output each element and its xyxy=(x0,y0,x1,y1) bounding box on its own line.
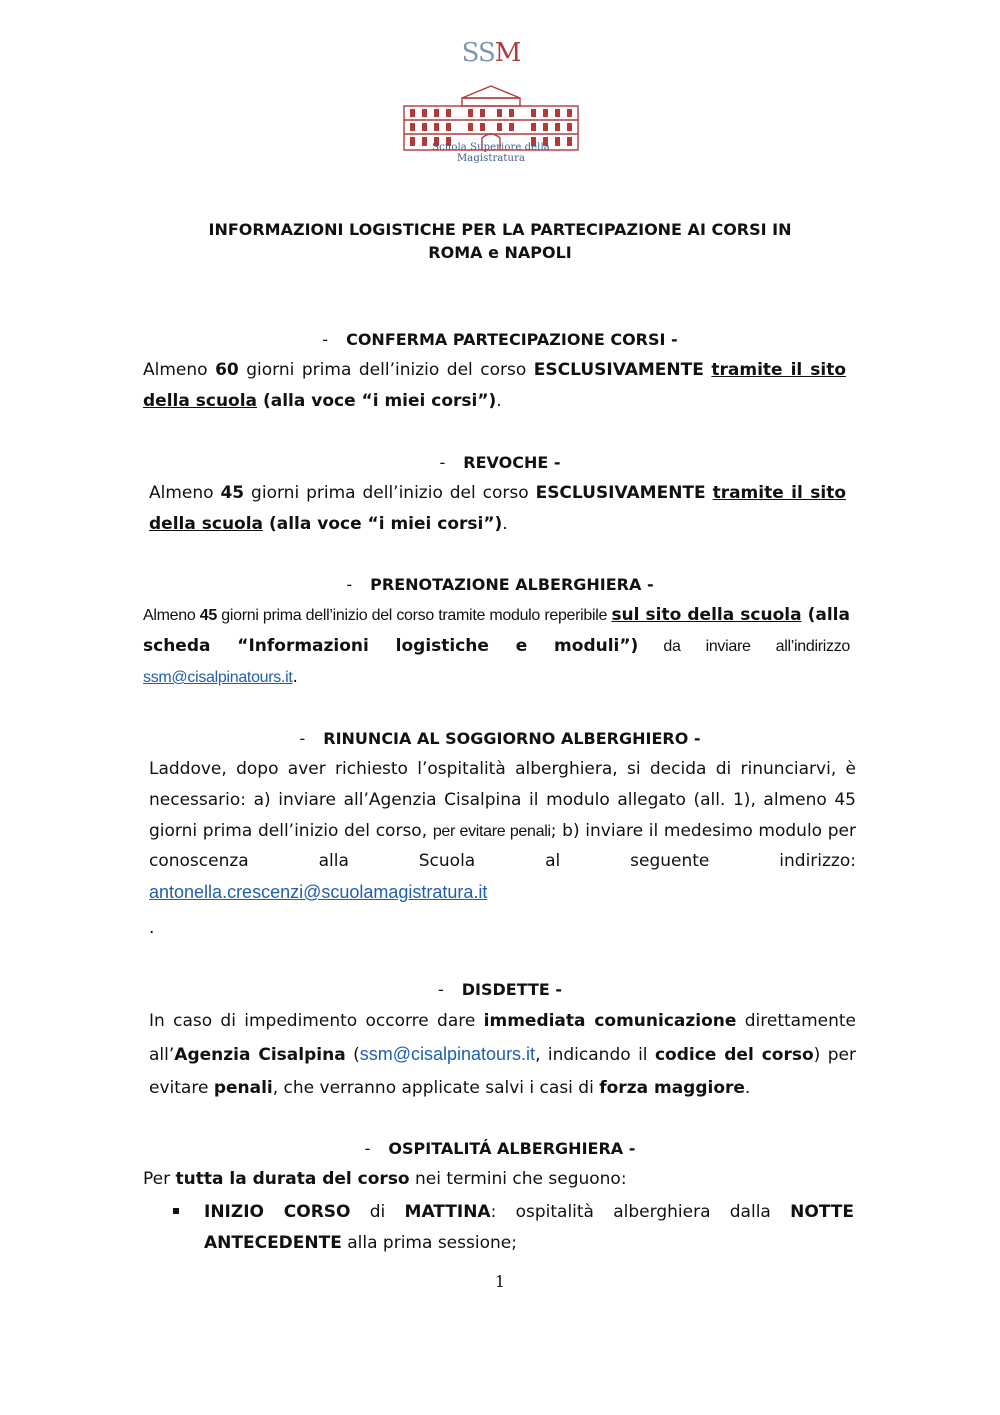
paragraph-prenotazione: Almeno 45 giorni prima dell’inizio del corso tramite modulo reperibile sul sito della scuola (alla scheda “Informazioni logistiche e moduli”) da inviare all’indirizzo ssm@cisalpinatours.it. xyxy=(143,605,850,687)
rinuncia-dot: . xyxy=(149,918,155,938)
paragraph-ospitalita: Per tutta la durata del corso nei termini che seguono: xyxy=(143,1169,627,1189)
email-link-crescenzi[interactable]: antonella.crescenzi@scuolamagistratura.it xyxy=(149,882,488,902)
email-link-disdette[interactable]: ssm@cisalpinatours.it xyxy=(359,1044,536,1064)
paragraph-conferma: Almeno 60 giorni prima dell’inizio del corso ESCLUSIVAMENTE tramite il sito della scuola (alla voce “i miei corsi”). xyxy=(143,360,847,411)
heading-prenotazione: - PRENOTAZIONE ALBERGHIERA - xyxy=(346,575,654,594)
paragraph-revoche: Almeno 45 giorni prima dell’inizio del corso ESCLUSIVAMENTE tramite il sito della scuola (alla voce “i miei corsi”). xyxy=(149,483,847,534)
ssm-logo xyxy=(398,38,584,162)
heading-revoche: - REVOCHE - xyxy=(439,453,561,472)
page-number: 1 xyxy=(494,1272,506,1291)
heading-rinuncia: - RINUNCIA AL SOGGIORNO ALBERGHIERO - xyxy=(299,729,701,748)
logo-caption: Scuola Superiore della Magistratura xyxy=(432,142,550,164)
link-sito-scuola-prenotazione[interactable]: sul sito della scuola xyxy=(611,605,802,625)
paragraph-rinuncia-line4: conoscenza alla Scuola al seguente indirizzo: xyxy=(149,851,856,871)
logo-abbreviation: SSM xyxy=(461,38,521,68)
heading-ospitalita: - OSPITALITÁ ALBERGHIERA - xyxy=(364,1139,636,1158)
bullet-square-icon xyxy=(173,1208,179,1214)
link-sito-scuola-revoche[interactable]: tramite il sito della scuola xyxy=(149,483,847,534)
rinuncia-email-line xyxy=(149,877,856,909)
link-sito-scuola-conferma[interactable]: tramite il sito della scuola xyxy=(143,360,847,411)
email-link-cisalpina[interactable]: ssm@cisalpinatours.it xyxy=(143,669,293,686)
heading-conferma: - CONFERMA PARTECIPAZIONE CORSI - xyxy=(322,330,678,349)
heading-disdette: - DISDETTE - xyxy=(437,980,563,999)
document-page: SSM Scuola Superiore della Magistratura INFORMAZIONI LOGISTICHE PER LA PARTECIPAZIONE AI CORSI IN ROMA e NAPOLI - CONFERMA PARTECIPAZIONE CORSI - Almeno 60 giorni prima dell’inizio del corso ESCLUSIVAMENTE tramite il sito della scuola (alla voce “i miei corsi”). - REVOCHE - Almeno 45 giorni prima dell’inizio del corso ESCLUSIVAMENTE tramite il sito della scuola (alla voce “i miei corsi”). - PRENOTAZIONE ALBERGHIERA - Almeno 45 giorni prima dell’inizio del corso tramite modulo reperibile sul sito della scuola (alla scheda “Informazioni logistiche e moduli”) da inviare all’indirizzo ssm@cisalpinatours.it. - RINUNCIA AL SOGGIORNO ALBERGHIERO - Laddove, dopo aver richiesto l’ospitalità alberghiera, si decida di rinunciarvi, è necessario: a) inviare all’Agenzia Cisalpina il modulo allegato (all. 1), almeno 45 giorni prima dell’inizio del corso, per evitare penali; b) inviare il medesimo modulo per conoscenza alla Scuola al seguente indirizzo: antonella.crescenzi@scuolamagistratura.it . - DISDETTE - In caso di impedimento occorre dare immediata comunicazione direttamente all’Agenzia Cisalpina (ssm@cisalpinatours.it, indicando il codice del corso) per evitare penali, che verranno applicate salvi i casi di forza maggiore. - OSPITALITÁ ALBERGHIERA - Per tutta la durata del corso nei termini che seguono: INIZIO CORSO di MATTINA: ospitalità alberghiera dalla NOTTE ANTECEDENTE alla prima sessione; 1 xyxy=(0,0,1000,1415)
paragraph-disdette: In caso di impedimento occorre dare immediata comunicazione direttamente all’Agenzia Cisalpina (ssm@cisalpinatours.it, indicando il codice del corso) per evitare penali, che verranno applicate salvi i casi di forza maggiore. xyxy=(149,1011,856,1098)
document-title: INFORMAZIONI LOGISTICHE PER LA PARTECIPAZIONE AI CORSI IN ROMA e NAPOLI xyxy=(208,220,792,262)
paragraph-rinuncia: Laddove, dopo aver richiesto l’ospitalità alberghiera, si decida di rinunciarvi, è necessario: a) inviare all’Agenzia Cisalpina il modulo allegato (all. 1), almeno 45 giorni prima dell’inizio del corso, per evitare penali; b) inviare il medesimo modulo per xyxy=(149,759,857,841)
